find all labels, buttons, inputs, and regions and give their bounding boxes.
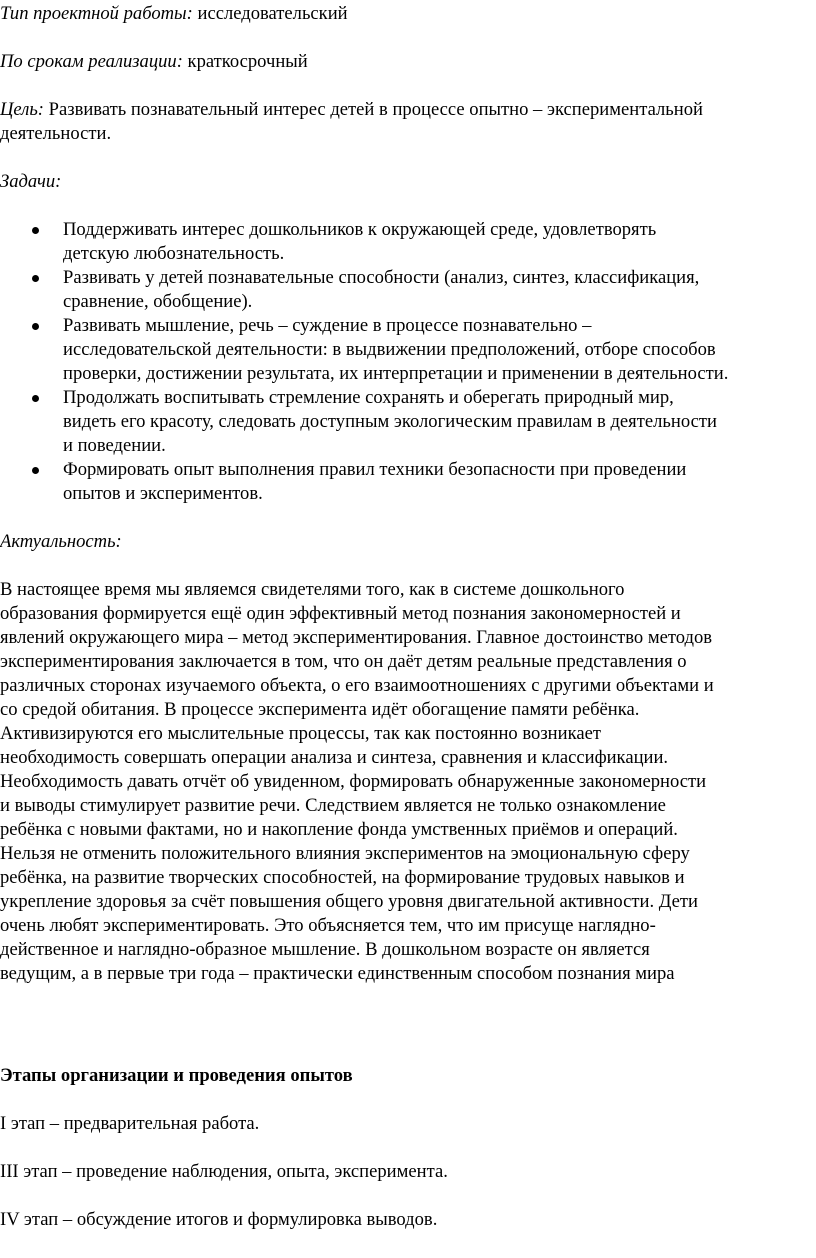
task-line: Формировать опыт выполнения правил техники безопасности при проведении	[63, 459, 687, 480]
stage-item: IV этап – обсуждение итогов и формулировка выводов.	[0, 1209, 438, 1230]
duration-value: краткосрочный	[182, 51, 308, 72]
task-line: и поведении.	[63, 435, 166, 456]
goal-line-1	[0, 98, 703, 122]
task-line: исследовательской деятельности: в выдвижении предположений, отборе способов	[63, 339, 716, 360]
task-line: Развивать мышление, речь – суждение в процессе познавательно –	[63, 315, 592, 336]
paragraph-line: образования формируется ещё один эффективный метод познания закономерностей и	[0, 603, 681, 624]
paragraph-line: ребёнка, на развитие творческих способностей, на формирование трудовых навыков и	[0, 867, 685, 888]
task-line: проверки, достижении результата, их интерпретации и применении в деятельности.	[63, 363, 729, 384]
project-type-value: исследовательский	[192, 3, 348, 24]
paragraph-line: и выводы стимулирует развитие речи. Следствием является не только ознакомление	[0, 795, 666, 816]
paragraph-line: действенное и наглядно-образное мышление. В дошкольном возрасте он является	[0, 939, 650, 960]
bullet-icon	[32, 395, 39, 402]
duration-line	[0, 50, 308, 74]
paragraph-line: ребёнка с новыми фактами, но и накопление фонда умственных приёмов и операций.	[0, 819, 678, 840]
stages-title: Этапы организации и проведения опытов	[0, 1065, 353, 1086]
stage-item: I этап – предварительная работа.	[0, 1113, 260, 1134]
paragraph-line: необходимость совершать операции анализа и синтеза, сравнения и классификации.	[0, 747, 669, 768]
paragraph-line: явлений окружающего мира – метод экспериментирования. Главное достоинство методов	[0, 627, 713, 648]
task-line: Поддерживать интерес дошкольников к окружающей среде, удовлетворять	[63, 219, 657, 240]
bullet-icon	[32, 467, 39, 474]
relevance-label: Актуальность:	[0, 531, 122, 552]
task-line: детскую любознательность.	[63, 243, 285, 264]
paragraph-line: Необходимость давать отчёт об увиденном, формировать обнаруженные закономерности	[0, 771, 707, 792]
goal-label: Цель:	[0, 99, 44, 120]
stage-item: III этап – проведение наблюдения, опыта, эксперимента.	[0, 1161, 448, 1182]
goal-text-1: Развивать познавательный интерес детей в процессе опытно – экспериментальной	[43, 99, 703, 120]
task-line: сравнение, обобщение).	[63, 291, 253, 312]
paragraph-line: со средой обитания. В процессе эксперимента идёт обогащение памяти ребёнка.	[0, 699, 640, 720]
paragraph-line: Активизируются его мыслительные процессы, так как постоянно возникает	[0, 723, 601, 744]
goal-line-2: деятельности.	[0, 123, 112, 144]
paragraph-line: очень любят экспериментировать. Это объясняется тем, что им присуще наглядно-	[0, 915, 656, 936]
bullet-icon	[32, 275, 39, 282]
paragraph-line: укрепление здоровья за счёт повышения общего уровня двигательной активности. Дети	[0, 891, 698, 912]
paragraph-line: В настоящее время мы являемся свидетелями того, как в системе дошкольного	[0, 579, 625, 600]
task-line: Развивать у детей познавательные способности (анализ, синтез, классификация,	[63, 267, 700, 288]
task-line: опытов и экспериментов.	[63, 483, 263, 504]
paragraph-line: Нельзя не отменить положительного влияния экспериментов на эмоциональную сферу	[0, 843, 690, 864]
task-line: Продолжать воспитывать стремление сохранять и оберегать природный мир,	[63, 387, 674, 408]
project-type-label: Тип проектной работы:	[0, 3, 193, 24]
bullet-icon	[32, 323, 39, 330]
bullet-icon	[32, 227, 39, 234]
paragraph-line: ведущим, а в первые три года – практически единственным способом познания мира	[0, 963, 675, 984]
paragraph-line: экспериментирования заключается в том, что он даёт детям реальные представления о	[0, 651, 687, 672]
paragraph-line: различных сторонах изучаемого объекта, о его взаимоотношениях с другими объектами и	[0, 675, 714, 696]
task-line: видеть его красоту, следовать доступным экологическим правилам в деятельности	[63, 411, 717, 432]
project-type-line	[0, 2, 348, 26]
duration-label: По срокам реализации:	[0, 51, 183, 72]
tasks-label: Задачи:	[0, 171, 62, 192]
